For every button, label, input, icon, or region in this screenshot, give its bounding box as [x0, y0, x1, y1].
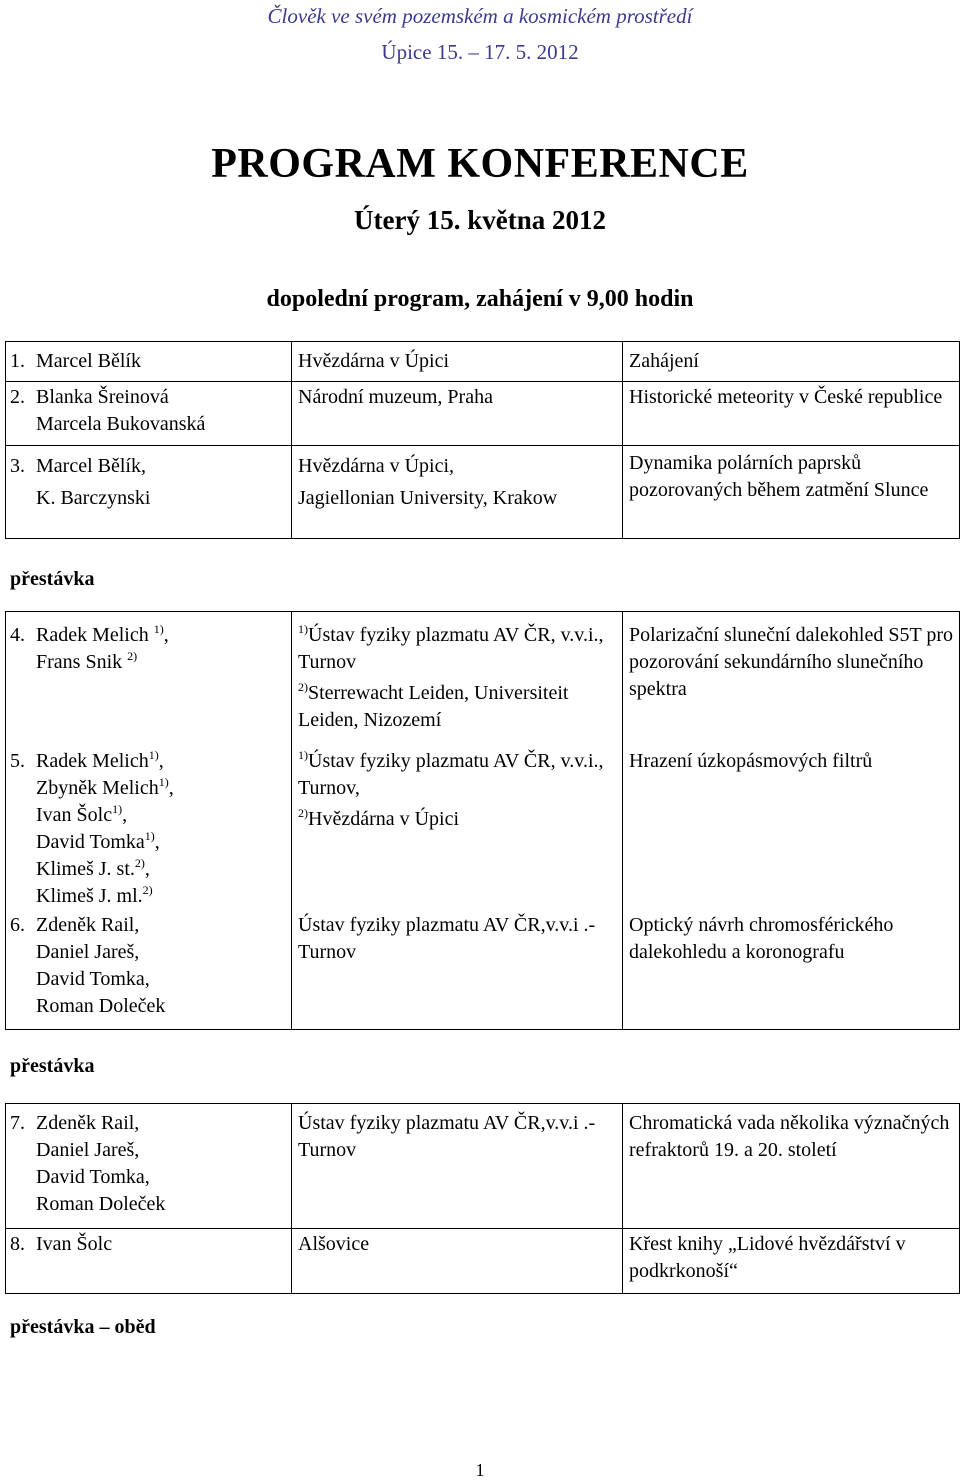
table-row — [6, 742, 960, 910]
talk-topic: Hrazení úzkopásmových filtrů — [629, 749, 873, 772]
topic-cell — [623, 1229, 960, 1294]
talk-topic: Dynamika polárních paprsků pozorovaných během zatmění Slunce — [629, 452, 929, 501]
topic-cell — [623, 446, 960, 539]
speaker-name: Blanka Šreinová — [36, 386, 169, 408]
institution: Hvězdárna v Úpici, — [298, 455, 455, 477]
speaker-name: Marcela Bukovanská — [36, 413, 206, 435]
affiliation-sup: 1) — [298, 622, 308, 636]
talk-number: 2. — [10, 386, 25, 408]
separator: , — [122, 803, 128, 826]
speaker-name: Frans Snik — [36, 651, 123, 673]
institution: Národní muzeum, Praha — [298, 386, 493, 408]
affiliation-sup: 2) — [134, 855, 145, 870]
topic-cell — [623, 910, 960, 1030]
affiliation-sup: 2) — [142, 882, 153, 897]
affiliation-sup: 2) — [127, 649, 138, 663]
talk-topic: Zahájení — [629, 350, 699, 372]
talk-number: 1. — [10, 350, 25, 372]
talk-number: 6. — [10, 913, 25, 936]
table-row — [6, 382, 960, 446]
institution-cell — [292, 910, 623, 1030]
conference-place-dates: Úpice 15. – 17. 5. 2012 — [381, 40, 579, 64]
institution: Hvězdárna v Úpici — [308, 807, 460, 830]
speaker-name: Zdeněk Rail, — [36, 1112, 140, 1134]
institution-cell — [292, 342, 623, 382]
day-heading: Úterý 15. května 2012 — [354, 205, 606, 235]
speaker-cell — [6, 1229, 292, 1294]
separator: , — [154, 830, 160, 853]
table-row — [6, 612, 960, 742]
institution-cell — [292, 1229, 623, 1294]
institution: Ústav fyziky plazmatu AV ČR,v.v.i .- Turnov — [298, 913, 596, 963]
speaker-name: Zdeněk Rail, — [36, 913, 140, 936]
separator: , — [158, 749, 164, 772]
speaker-name: Daniel Jareš, — [36, 940, 140, 963]
speaker-cell — [6, 342, 292, 382]
topic-cell — [623, 342, 960, 382]
program-table-3 — [5, 1103, 960, 1294]
speaker-name: Roman Doleček — [36, 994, 166, 1017]
institution: Hvězdárna v Úpici — [298, 350, 450, 372]
speaker-name: Radek Melich — [36, 749, 149, 772]
speaker-name: Marcel Bělík — [36, 350, 141, 372]
affiliation-sup: 1) — [298, 747, 308, 762]
talk-number: 3. — [10, 455, 25, 477]
session-heading: dopolední program, zahájení v 9,00 hodin — [266, 286, 694, 312]
topic-cell — [623, 382, 960, 446]
speaker-name: Klimeš J. st. — [36, 857, 135, 880]
speaker-name: Marcel Bělík, — [36, 455, 146, 477]
topic-cell — [623, 742, 960, 910]
affiliation-sup: 1) — [153, 622, 164, 636]
institution: Jagiellonian University, Krakow — [298, 487, 558, 509]
speaker-name: David Tomka — [36, 830, 145, 853]
topic-cell — [623, 1104, 960, 1229]
talk-topic: Křest knihy „Lidové hvězdářství v podkrkonoší“ — [629, 1233, 906, 1282]
institution-cell — [292, 612, 623, 742]
speaker-name: Ivan Šolc — [36, 803, 113, 826]
institution-cell — [292, 446, 623, 539]
speaker-cell — [6, 742, 292, 910]
speaker-name: Roman Doleček — [36, 1193, 166, 1215]
affiliation-sup: 1) — [112, 801, 123, 816]
institution-cell — [292, 742, 623, 910]
table-row — [6, 446, 960, 539]
speaker-cell — [6, 910, 292, 1030]
affiliation-sup: 2) — [298, 680, 308, 694]
speaker-name: Daniel Jareš, — [36, 1139, 140, 1161]
institution: Ústav fyziky plazmatu AV ČR, v.v.i., Turnov — [298, 624, 604, 673]
institution: Alšovice — [298, 1233, 370, 1255]
speaker-name: Ivan Šolc — [36, 1233, 113, 1255]
talk-number: 7. — [10, 1112, 25, 1134]
page-number: 1 — [475, 1460, 485, 1480]
talk-topic: Historické meteority v České republice — [629, 386, 943, 408]
institution: Sterrewacht Leiden, Universiteit Leiden, Nizozemí — [298, 682, 569, 731]
speaker-name: Klimeš J. ml. — [36, 884, 143, 907]
separator: , — [168, 776, 174, 799]
table-row — [6, 910, 960, 1030]
table-row — [6, 342, 960, 382]
speaker-name: David Tomka, — [36, 1166, 150, 1188]
speaker-cell — [6, 1104, 292, 1229]
institution-cell — [292, 382, 623, 446]
affiliation-sup: 1) — [148, 747, 159, 762]
speaker-name: Zbyněk Melich — [36, 776, 159, 799]
institution: Ústav fyziky plazmatu AV ČR,v.v.i .- Turnov — [298, 1112, 596, 1161]
separator: , — [163, 624, 169, 646]
program-table-2 — [5, 611, 960, 1030]
talk-topic: Chromatická vada několika význačných refraktorů 19. a 20. století — [629, 1112, 950, 1161]
talk-number: 4. — [10, 624, 25, 646]
topic-cell — [623, 612, 960, 742]
conference-name: Člověk ve svém pozemském a kosmickém prostředí — [267, 4, 693, 28]
page-title: PROGRAM KONFERENCE — [211, 141, 749, 187]
separator: , — [144, 857, 150, 880]
speaker-cell — [6, 446, 292, 539]
institution: Ústav fyziky plazmatu AV ČR, v.v.i., Turnov, — [298, 749, 604, 799]
speaker-name: David Tomka, — [36, 967, 150, 990]
institution-cell — [292, 1104, 623, 1229]
break-label: přestávka — [10, 568, 95, 590]
speaker-name: Radek Melich — [36, 624, 149, 646]
table-row — [6, 1104, 960, 1229]
talk-number: 5. — [10, 749, 25, 772]
speaker-cell — [6, 612, 292, 742]
speaker-name: K. Barczynski — [36, 487, 151, 509]
affiliation-sup: 1) — [158, 774, 169, 789]
affiliation-sup: 2) — [298, 805, 308, 820]
talk-topic: Optický návrh chromosférického dalekohledu a koronografu — [629, 913, 894, 963]
program-table-1 — [5, 341, 960, 539]
talk-number: 8. — [10, 1233, 25, 1255]
affiliation-sup: 1) — [144, 828, 155, 843]
table-row — [6, 1229, 960, 1294]
break-label: přestávka — [10, 1055, 95, 1077]
speaker-cell — [6, 382, 292, 446]
break-label: přestávka – oběd — [10, 1316, 156, 1338]
talk-topic: Polarizační sluneční dalekohled S5T pro pozorování sekundárního slunečního spektra — [629, 624, 953, 700]
